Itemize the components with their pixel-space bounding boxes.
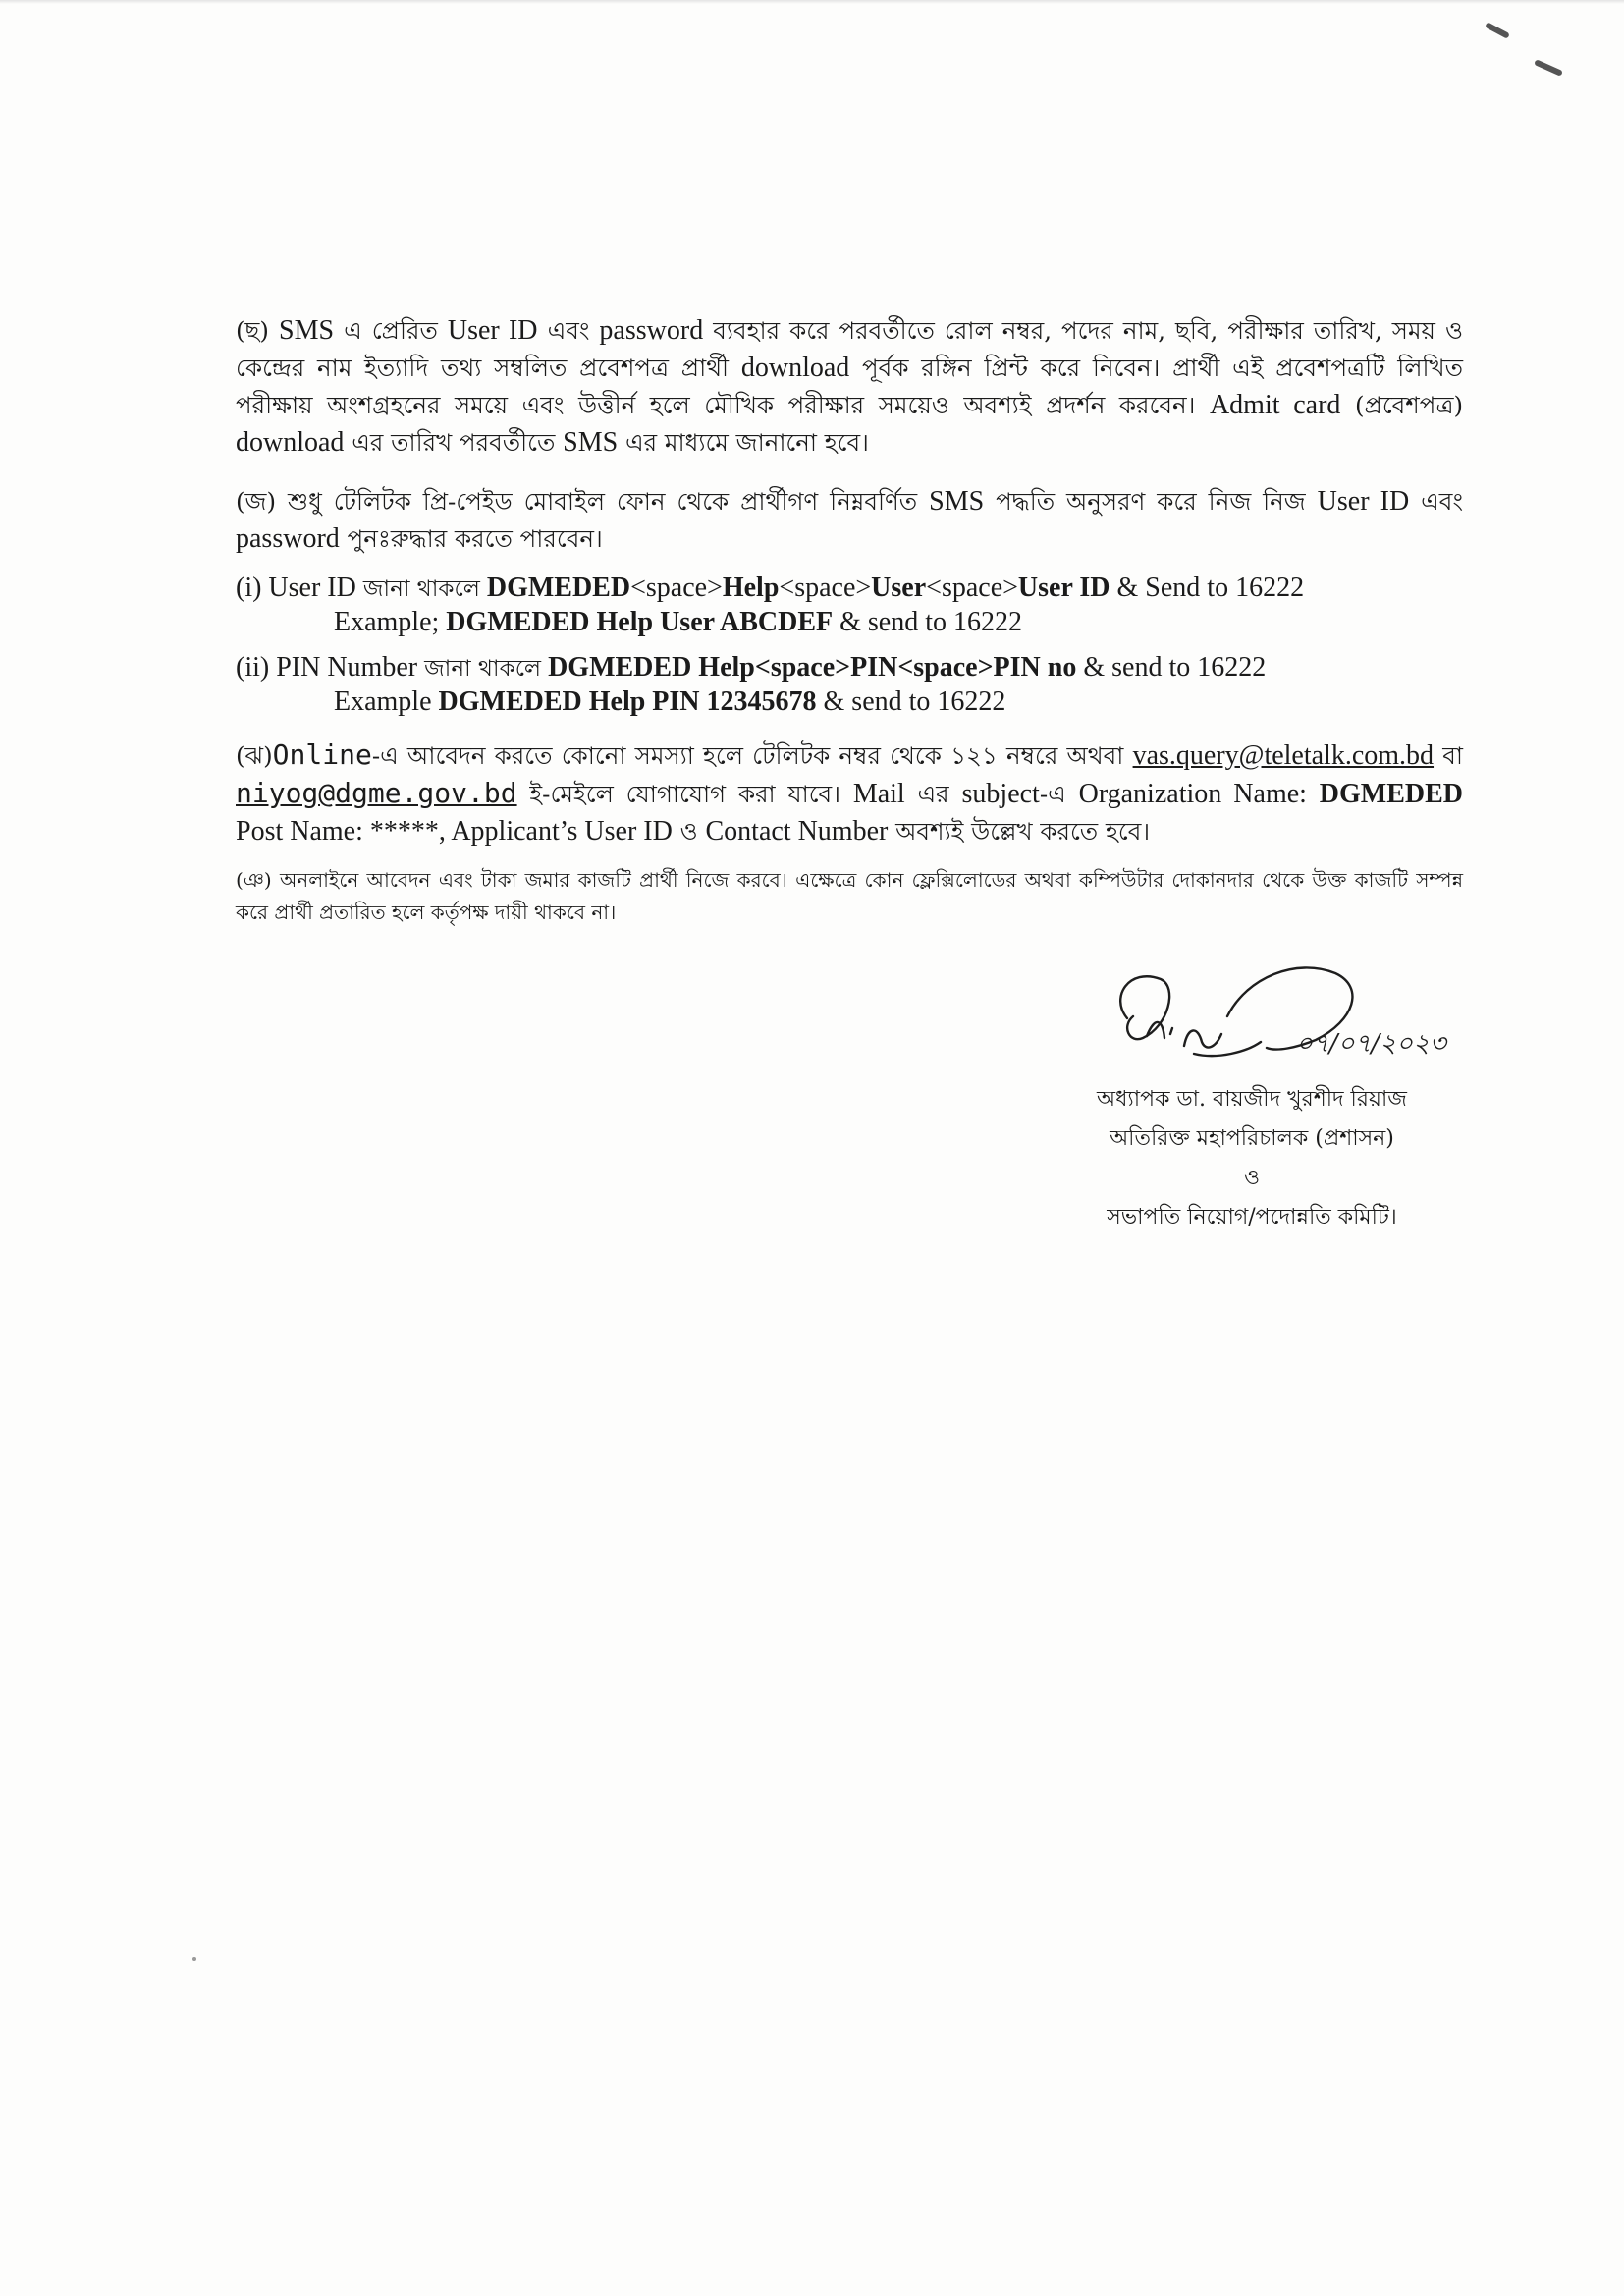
email-link[interactable]: vas.query@teletalk.com.bd: [1132, 740, 1435, 771]
para-marker: (ঝ): [236, 741, 273, 770]
para-nya: (ঞ) অনলাইনে আবেদন এবং টাকা জমার কাজটি প্রার্থী নিজে করবে। এক্ষেত্রে কোন ফ্লেক্সিলোডের অথবা কম্পিউটার দোকানদার থেকে উক্ত কাজটি সম্পন্ন করে প্রার্থী প্রতারিত হলে কর্তৃপক্ষ দায়ী থাকবে না।: [236, 868, 1463, 924]
handwritten-signature: [1100, 957, 1473, 1095]
para-jha: (ঝ)Online-এ আবেদন করতে কোনো সমস্যা হলে টেলিটক নম্বর থেকে ১২১ নম্বরে অথবা vas.query@teletalk.com.bd বা niyog@dgme.gov.bd ই-মেইলে যোগাযোগ করা যাবে। Mail এর subject-এ Organization Name: DGMEDED Post Name: *****, Applicant’s User ID ও Contact Number অবশ্যই উল্লেখ করতে হবে।: [236, 738, 1464, 847]
sms-command-pin: [236, 651, 1463, 719]
para-ja: (জ) শুধু টেলিটক প্রি-পেইড মোবাইল ফোন থেকে প্রার্থীগণ নিম্নবর্ণিত SMS পদ্ধতি অনুসরণ করে নিজ নিজ User ID এবং password পুনঃরুদ্ধার করতে পারবেন।: [236, 486, 1463, 554]
command-example: Example DGMEDED Help PIN 12345678 & send to 16222: [334, 686, 1006, 717]
command-line: (ii) PIN Number জানা থাকলে DGMEDED Help<space>PIN<space>PIN no & send to 16222: [236, 652, 1267, 683]
para-marker: (জ): [236, 487, 277, 516]
command-line: (i) User ID জানা থাকলে DGMEDED<space>Help<space>User<space>User ID & Send to 16222: [236, 573, 1305, 603]
signatory-conjunction: ও: [1243, 1166, 1261, 1190]
notice-body: [236, 312, 1463, 929]
staple-mark: [1485, 22, 1510, 39]
staple-mark: [1534, 59, 1563, 77]
para-marker: (ঞ): [236, 868, 272, 892]
command-example: Example; DGMEDED Help User ABCDEF & send to 16222: [334, 607, 1023, 637]
email-link[interactable]: niyog@dgme.gov.bd: [236, 777, 517, 809]
signatory-role: সভাপতি নিয়োগ/পদোন্নতি কমিটি।: [1107, 1205, 1397, 1230]
scan-speck: [192, 1957, 196, 1961]
signature-stroke: [1184, 1030, 1221, 1047]
signatory-designation: অতিরিক্ত মহাপরিচালক (প্রশাসন): [1110, 1126, 1394, 1151]
scan-edge: [0, 0, 1624, 4]
para-marker: (ছ): [236, 316, 269, 345]
sms-command-user-id: [236, 572, 1463, 639]
signature-date: ০৭/০৭/২০২৩: [1296, 1029, 1446, 1059]
signatory-name: অধ্যাপক ডা. বায়জীদ খুরশীদ রিয়াজ: [1097, 1087, 1407, 1112]
signatory-block: [1065, 1080, 1438, 1237]
para-chha: (ছ) SMS এ প্রেরিত User ID এবং password ব্যবহার করে পরবর্তীতে রোল নম্বর, পদের নাম, ছবি, পরীক্ষার তারিখ, সময় ও কেন্দ্রের নাম ইত্যাদি তথ্য সম্বলিত প্রবেশপত্র প্রার্থী download পূর্বক রঙ্গিন প্রিন্ট করে নিবেন। প্রার্থী এই প্রবেশপত্রটি লিখিত পরীক্ষায় অংশগ্রহনের সময়ে এবং উত্তীর্ন হলে মৌখিক পরীক্ষার সময়েও অবশ্যই প্রদর্শন করবেন। Admit card (প্রবেশপত্র) download এর তারিখ পরবর্তীতে SMS এর মাধ্যমে জানানো হবে।: [236, 315, 1464, 458]
